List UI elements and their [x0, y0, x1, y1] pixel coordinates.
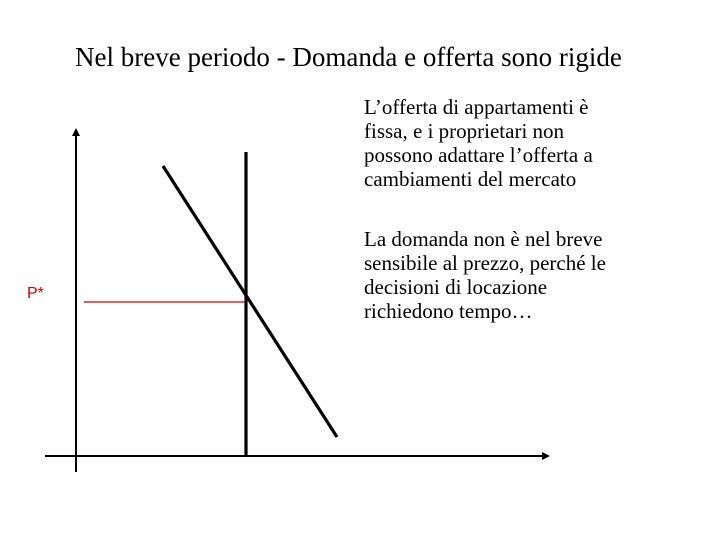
demand-explanation-line: richiedono tempo… [364, 299, 533, 323]
demand-explanation-line: sensibile al prezzo, perché le [364, 251, 606, 275]
equilibrium-price-label: P* [27, 285, 44, 302]
supply-explanation-line: fissa, e i proprietari non [364, 119, 565, 143]
supply-explanation-line: cambiamenti del mercato [364, 167, 577, 191]
demand-explanation-line: La domanda non è nel breve [364, 227, 603, 251]
supply-explanation [364, 95, 664, 191]
demand-explanation-line: decisioni di locazione [364, 275, 548, 299]
slide-title: Nel breve periodo - Domanda e offerta sono rigide [75, 42, 622, 72]
supply-explanation-line: L’offerta di appartamenti è [364, 95, 589, 119]
supply-explanation-line: possono adattare l’offerta a [364, 143, 593, 167]
demand-explanation [364, 227, 664, 323]
